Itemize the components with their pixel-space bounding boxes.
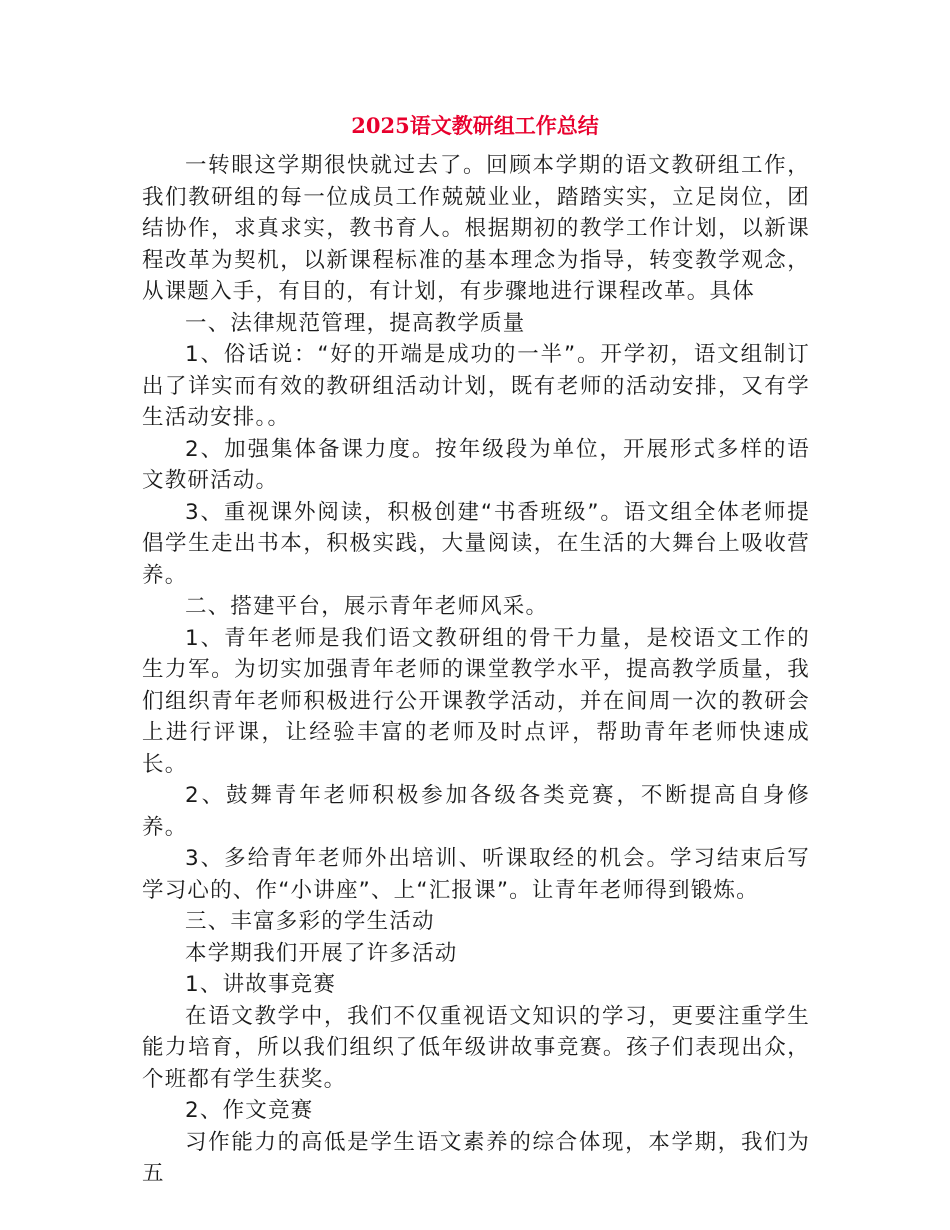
paragraph: 3、重视课外阅读，积极创建“书香班级”。语文组全体老师提倡学生走出书本，积极实践，大量阅读，在生活的大舞台上吸收营养。 bbox=[142, 499, 810, 588]
section-heading-1: 一、法律规范管理，提高教学质量 bbox=[185, 310, 526, 336]
paragraph-intro: 一转眼这学期很快就过去了。回顾本学期的语文教研组工作，我们教研组的每一位成员工作兢兢业业，踏踏实实，立足岗位，团结协作，求真求实，教书育人。根据期初的教学工作计划，以新课程改革为契机，以新课程标准的基本理念为指导，转变教学观念，从课题入手，有目的，有计划，有步骤地进行课程改革。具体 bbox=[142, 153, 810, 304]
paragraph: 3、多给青年老师外出培训、听课取经的机会。学习结束后写学习心的、作“小讲座”、上“汇报课”。让青年老师得到锻炼。 bbox=[142, 846, 810, 903]
paragraph: 2、鼓舞青年老师积极参加各级各类竞赛，不断提高自身修养。 bbox=[142, 783, 810, 840]
section-heading-3: 三、丰富多彩的学生活动 bbox=[185, 909, 435, 934]
paragraph: 1、青年老师是我们语文教研组的骨干力量，是校语文工作的生力军。为切实加强青年老师的课堂教学水平，提高教学质量，我们组织青年老师积极进行公开课教学活动，并在间周一次的教研会上进行评课，让经验丰富的老师及时点评，帮助青年老师快速成长。 bbox=[142, 625, 810, 777]
section-heading-2: 二、搭建平台，展示青年老师风采。 bbox=[185, 594, 549, 619]
paragraph: 2、加强集体备课力度。按年级段为单位，开展形式多样的语文教研活动。 bbox=[142, 436, 810, 493]
document-title: 2025语文教研组工作总结 bbox=[351, 113, 599, 138]
paragraph: 本学期我们开展了许多活动 bbox=[185, 940, 458, 966]
paragraph: 在语文教学中，我们不仅重视语文知识的学习，更要注重学生能力培育，所以我们组织了低年级讲故事竞赛。孩子们表现出众，个班都有学生获奖。 bbox=[142, 1003, 810, 1092]
subsection-heading: 2、作文竞赛 bbox=[185, 1098, 314, 1123]
paragraph: 习作能力的高低是学生语文素养的综合体现，本学期，我们为五 bbox=[142, 1129, 810, 1186]
subsection-heading: 1、讲故事竞赛 bbox=[185, 972, 337, 997]
document-body bbox=[142, 150, 810, 1190]
paragraph: 1、俗话说：“好的开端是成功的一半”。开学初，语文组制订出了详实而有效的教研组活动计划，既有老师的活动安排，又有学生活动安排。。 bbox=[142, 342, 810, 430]
